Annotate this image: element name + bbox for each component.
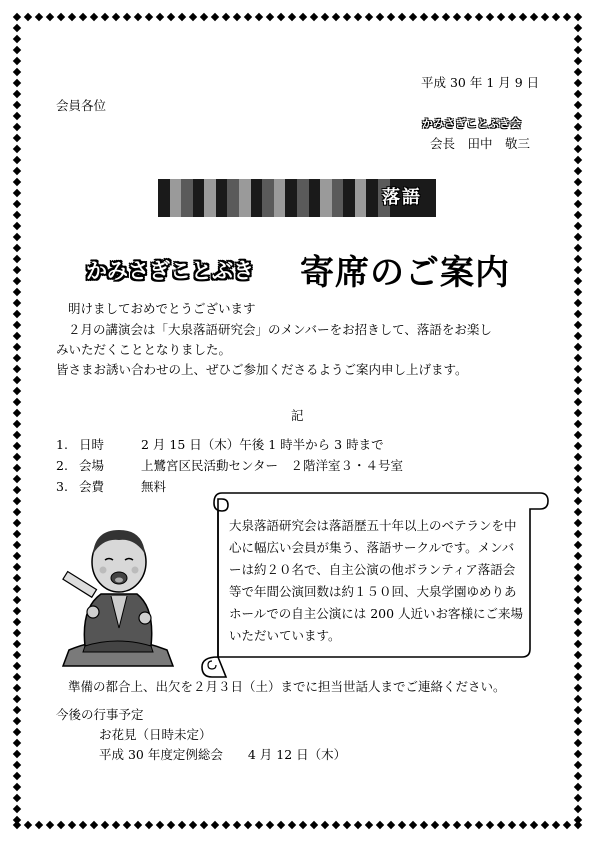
- border-diamond: [497, 13, 505, 21]
- banner-stripe: [297, 179, 309, 217]
- border-diamond: [365, 821, 373, 829]
- border-diamond: [13, 101, 21, 109]
- banner-stripe: [227, 179, 239, 217]
- border-diamond: [574, 244, 582, 252]
- border-diamond: [486, 821, 494, 829]
- border-diamond: [24, 821, 32, 829]
- border-diamond: [13, 299, 21, 307]
- border-diamond: [574, 497, 582, 505]
- border-diamond: [266, 821, 274, 829]
- banner-stripe: [181, 179, 193, 217]
- border-diamond: [13, 277, 21, 285]
- border-diamond: [222, 821, 230, 829]
- border-diamond: [574, 343, 582, 351]
- border-diamond: [13, 134, 21, 142]
- border-diamond: [574, 299, 582, 307]
- rakugo-performer-illustration: [55, 518, 180, 668]
- border-diamond: [13, 541, 21, 549]
- border-diamond: [310, 821, 318, 829]
- border-diamond: [332, 13, 340, 21]
- border-diamond: [13, 783, 21, 791]
- border-diamond: [574, 585, 582, 593]
- detail-label: 会費: [79, 479, 105, 494]
- intro-line-3: みいただくこととなりました。: [56, 342, 232, 357]
- border-diamond: [13, 321, 21, 329]
- border-diamond: [574, 134, 582, 142]
- border-diamond: [13, 431, 21, 439]
- border-diamond: [343, 13, 351, 21]
- border-diamond: [13, 684, 21, 692]
- border-diamond: [79, 821, 87, 829]
- border-diamond: [464, 13, 472, 21]
- banner-stripe: [170, 179, 182, 217]
- border-diamond: [13, 585, 21, 593]
- border-diamond: [398, 13, 406, 21]
- border-diamond: [123, 821, 131, 829]
- club-logo-text: かみさぎことぶき会: [422, 117, 521, 130]
- border-diamond: [574, 321, 582, 329]
- border-diamond: [508, 821, 516, 829]
- border-diamond: [90, 821, 98, 829]
- detail-value: 2 月 15 日（木）午後 1 時半から 3 時まで: [141, 437, 384, 452]
- border-diamond: [13, 728, 21, 736]
- border-diamond: [574, 816, 582, 824]
- border-diamond: [574, 629, 582, 637]
- border-diamond: [266, 13, 274, 21]
- border-diamond: [354, 821, 362, 829]
- border-diamond: [475, 13, 483, 21]
- border-diamond: [574, 508, 582, 516]
- border-diamond: [574, 409, 582, 417]
- border-diamond: [13, 57, 21, 65]
- border-diamond: [574, 519, 582, 527]
- banner-stripe: [343, 179, 355, 217]
- border-diamond: [24, 13, 32, 21]
- border-diamond: [13, 695, 21, 703]
- border-diamond: [431, 13, 439, 21]
- rakugo-badge: 落語: [382, 187, 422, 208]
- border-diamond: [574, 761, 582, 769]
- border-diamond: [574, 475, 582, 483]
- border-diamond: [13, 442, 21, 450]
- border-diamond: [475, 821, 483, 829]
- border-diamond: [574, 35, 582, 43]
- border-diamond: [574, 167, 582, 175]
- border-diamond: [574, 13, 582, 21]
- detail-label: 日時: [79, 437, 105, 452]
- border-diamond: [442, 13, 450, 21]
- border-diamond: [244, 13, 252, 21]
- border-diamond: [574, 57, 582, 65]
- border-diamond: [13, 222, 21, 230]
- border-diamond: [13, 24, 21, 32]
- border-diamond: [530, 821, 538, 829]
- border-diamond: [574, 607, 582, 615]
- border-diamond: [57, 13, 65, 21]
- border-diamond: [574, 79, 582, 87]
- border-diamond: [13, 574, 21, 582]
- border-diamond: [13, 552, 21, 560]
- banner-stripe: [216, 179, 228, 217]
- border-diamond: [13, 46, 21, 54]
- border-diamond: [453, 13, 461, 21]
- border-diamond: [13, 244, 21, 252]
- border-diamond: [574, 101, 582, 109]
- border-diamond: [574, 365, 582, 373]
- border-diamond: [145, 13, 153, 21]
- border-diamond: [321, 13, 329, 21]
- border-diamond: [13, 662, 21, 670]
- border-diamond: [398, 821, 406, 829]
- border-diamond: [189, 821, 197, 829]
- border-diamond: [13, 178, 21, 186]
- banner-stripe: [285, 179, 297, 217]
- border-diamond: [277, 13, 285, 21]
- border-diamond: [574, 277, 582, 285]
- border-diamond: [233, 13, 241, 21]
- border-diamond: [574, 310, 582, 318]
- border-diamond: [13, 519, 21, 527]
- border-diamond: [574, 552, 582, 560]
- border-diamond: [13, 200, 21, 208]
- border-diamond: [574, 640, 582, 648]
- border-diamond: [13, 497, 21, 505]
- border-diamond: [299, 13, 307, 21]
- border-diamond: [13, 156, 21, 164]
- intro-line-4: 皆さまお誘い合わせの上、ぜひご参加くださるようご案内申し上げます。: [56, 362, 468, 377]
- border-diamond: [13, 409, 21, 417]
- border-diamond: [552, 13, 560, 21]
- border-diamond: [222, 13, 230, 21]
- border-diamond: [35, 821, 43, 829]
- border-diamond: [574, 123, 582, 131]
- letter-date: 平成 30 年 1 月 9 日: [421, 75, 540, 90]
- border-diamond: [409, 821, 417, 829]
- border-diamond: [574, 739, 582, 747]
- border-diamond: [574, 255, 582, 263]
- border-diamond: [13, 189, 21, 197]
- border-diamond: [574, 706, 582, 714]
- border-diamond: [13, 563, 21, 571]
- banner-stripe: [204, 179, 216, 217]
- border-diamond: [13, 651, 21, 659]
- border-diamond: [574, 376, 582, 384]
- border-diamond: [574, 563, 582, 571]
- banner-stripe: [193, 179, 205, 217]
- border-diamond: [13, 343, 21, 351]
- border-diamond: [13, 13, 21, 21]
- border-diamond: [13, 35, 21, 43]
- border-diamond: [574, 46, 582, 54]
- border-diamond: [431, 821, 439, 829]
- page-title: 寄席のご案内: [300, 253, 510, 293]
- border-diamond: [574, 387, 582, 395]
- border-diamond: [574, 156, 582, 164]
- border-diamond: [13, 79, 21, 87]
- border-diamond: [277, 821, 285, 829]
- border-diamond: [13, 90, 21, 98]
- border-diamond: [343, 821, 351, 829]
- border-diamond: [574, 684, 582, 692]
- border-diamond: [13, 629, 21, 637]
- border-diamond: [541, 13, 549, 21]
- border-diamond: [486, 13, 494, 21]
- border-diamond: [255, 821, 263, 829]
- border-diamond: [574, 90, 582, 98]
- border-diamond: [365, 13, 373, 21]
- border-diamond: [574, 464, 582, 472]
- border-diamond: [376, 821, 384, 829]
- border-diamond: [574, 420, 582, 428]
- border-diamond: [167, 13, 175, 21]
- border-diamond: [13, 673, 21, 681]
- border-diamond: [13, 816, 21, 824]
- border-diamond: [530, 13, 538, 21]
- border-diamond: [552, 821, 560, 829]
- intro-line-1: 明けましておめでとうございます: [68, 301, 256, 316]
- border-diamond: [497, 821, 505, 829]
- border-diamond: [134, 13, 142, 21]
- border-diamond: [68, 13, 76, 21]
- border-diamond: [420, 13, 428, 21]
- detail-value: 上鷺宮区民活動センター ２階洋室３・４号室: [141, 458, 404, 473]
- border-diamond: [508, 13, 516, 21]
- border-diamond: [13, 486, 21, 494]
- border-diamond: [13, 255, 21, 263]
- border-diamond: [13, 805, 21, 813]
- border-diamond: [211, 821, 219, 829]
- detail-num: 2.: [56, 458, 68, 473]
- president-name: 会長 田中 敬三: [430, 136, 531, 151]
- border-diamond: [13, 453, 21, 461]
- banner-stripe: [309, 179, 321, 217]
- border-diamond: [574, 717, 582, 725]
- border-diamond: [13, 354, 21, 362]
- border-diamond: [79, 13, 87, 21]
- border-diamond: [574, 145, 582, 153]
- border-diamond: [574, 112, 582, 120]
- border-diamond: [13, 717, 21, 725]
- border-diamond: [13, 420, 21, 428]
- border-diamond: [13, 123, 21, 131]
- border-diamond: [387, 821, 395, 829]
- border-diamond: [13, 266, 21, 274]
- border-diamond: [321, 821, 329, 829]
- border-diamond: [574, 530, 582, 538]
- banner-stripe: [158, 179, 170, 217]
- banner-stripe: [332, 179, 344, 217]
- border-diamond: [101, 13, 109, 21]
- border-diamond: [541, 821, 549, 829]
- border-diamond: [13, 607, 21, 615]
- banner-stripe: [262, 179, 274, 217]
- intro-line-2: ２月の講演会は「大泉落語研究会」のメンバーをお招きして、落語をお楽し: [68, 322, 492, 337]
- border-diamond: [211, 13, 219, 21]
- border-diamond: [178, 821, 186, 829]
- border-diamond: [13, 376, 21, 384]
- border-diamond: [574, 189, 582, 197]
- border-diamond: [574, 596, 582, 604]
- border-diamond: [46, 821, 54, 829]
- border-diamond: [574, 266, 582, 274]
- banner-stripe: [251, 179, 263, 217]
- border-diamond: [574, 288, 582, 296]
- schedule-heading: 今後の行事予定: [56, 707, 144, 722]
- title-club-name: かみさぎことぶき: [86, 259, 254, 283]
- banner-stripe: [355, 179, 367, 217]
- border-diamond: [156, 13, 164, 21]
- border-diamond: [519, 821, 527, 829]
- border-diamond: [574, 24, 582, 32]
- border-diamond: [574, 332, 582, 340]
- border-diamond: [453, 821, 461, 829]
- border-diamond: [255, 13, 263, 21]
- border-diamond: [574, 233, 582, 241]
- border-diamond: [200, 821, 208, 829]
- border-diamond: [13, 761, 21, 769]
- border-diamond: [574, 398, 582, 406]
- border-diamond: [13, 68, 21, 76]
- border-diamond: [233, 821, 241, 829]
- border-diamond: [574, 662, 582, 670]
- border-diamond: [13, 596, 21, 604]
- border-diamond: [13, 398, 21, 406]
- border-diamond: [13, 464, 21, 472]
- border-diamond: [13, 310, 21, 318]
- border-diamond: [68, 821, 76, 829]
- border-diamond: [13, 475, 21, 483]
- border-diamond: [13, 387, 21, 395]
- border-diamond: [332, 821, 340, 829]
- border-diamond: [13, 288, 21, 296]
- banner-stripe: [274, 179, 286, 217]
- border-diamond: [13, 739, 21, 747]
- border-diamond: [200, 13, 208, 21]
- border-diamond: [310, 13, 318, 21]
- border-diamond: [13, 706, 21, 714]
- border-diamond: [13, 794, 21, 802]
- border-diamond: [13, 211, 21, 219]
- border-diamond: [13, 530, 21, 538]
- border-diamond: [101, 821, 109, 829]
- border-diamond: [178, 13, 186, 21]
- border-diamond: [519, 13, 527, 21]
- border-diamond: [574, 695, 582, 703]
- border-diamond: [288, 821, 296, 829]
- border-diamond: [123, 13, 131, 21]
- border-diamond: [574, 673, 582, 681]
- detail-num: 1.: [56, 437, 68, 452]
- border-diamond: [112, 821, 120, 829]
- border-diamond: [354, 13, 362, 21]
- border-diamond: [13, 772, 21, 780]
- border-diamond: [13, 365, 21, 373]
- border-diamond: [563, 821, 571, 829]
- border-diamond: [574, 354, 582, 362]
- border-diamond: [574, 222, 582, 230]
- recipient: 会員各位: [56, 98, 107, 113]
- border-diamond: [288, 13, 296, 21]
- border-diamond: [574, 211, 582, 219]
- border-diamond: [574, 750, 582, 758]
- border-diamond: [376, 13, 384, 21]
- border-diamond: [574, 178, 582, 186]
- border-diamond: [13, 750, 21, 758]
- border-diamond: [574, 431, 582, 439]
- border-diamond: [574, 541, 582, 549]
- schedule-item: お花見（日時未定）: [99, 727, 212, 742]
- border-diamond: [574, 618, 582, 626]
- border-diamond: [574, 68, 582, 76]
- border-diamond: [464, 821, 472, 829]
- border-diamond: [574, 442, 582, 450]
- border-diamond: [145, 821, 153, 829]
- border-diamond: [574, 486, 582, 494]
- detail-num: 3.: [56, 479, 68, 494]
- ki-heading: 記: [291, 408, 304, 423]
- border-diamond: [299, 821, 307, 829]
- border-diamond: [134, 821, 142, 829]
- banner-stripe: [320, 179, 332, 217]
- border-diamond: [13, 618, 21, 626]
- border-diamond: [13, 145, 21, 153]
- border-diamond: [35, 13, 43, 21]
- border-diamond: [574, 772, 582, 780]
- schedule-item: 平成 30 年度定例総会 4 月 12 日（木）: [99, 747, 347, 762]
- border-diamond: [409, 13, 417, 21]
- border-diamond: [167, 821, 175, 829]
- detail-label: 会場: [79, 458, 105, 473]
- border-diamond: [57, 821, 65, 829]
- border-diamond: [13, 332, 21, 340]
- border-diamond: [13, 508, 21, 516]
- scroll-description: 大泉落語研究会は落語歴五十年以上のベテランを中心に幅広い会員が集う、落語サークルです。メンバーは約２０名で、自主公演の他ボランティア落語会等で年間公演回数は約１５０回、大泉学園ゆめりあホールでの自主公演には 200 人近いお客様にご来場いただいています。: [229, 518, 524, 643]
- border-diamond: [574, 805, 582, 813]
- border-diamond: [574, 794, 582, 802]
- border-diamond: [574, 574, 582, 582]
- border-diamond: [156, 821, 164, 829]
- border-diamond: [574, 200, 582, 208]
- border-diamond: [13, 640, 21, 648]
- border-diamond: [574, 453, 582, 461]
- border-diamond: [574, 783, 582, 791]
- border-diamond: [244, 821, 252, 829]
- border-diamond: [574, 651, 582, 659]
- border-diamond: [189, 13, 197, 21]
- border-diamond: [46, 13, 54, 21]
- border-diamond: [420, 821, 428, 829]
- banner-stripe: [239, 179, 251, 217]
- border-diamond: [112, 13, 120, 21]
- border-diamond: [574, 728, 582, 736]
- border-diamond: [563, 13, 571, 21]
- border-diamond: [13, 112, 21, 120]
- border-diamond: [442, 821, 450, 829]
- border-diamond: [387, 13, 395, 21]
- rsvp-notice: 準備の都合上、出欠を２月３日（土）までに担当世話人までご連絡ください。: [68, 679, 506, 694]
- detail-value: 無料: [141, 479, 167, 494]
- border-diamond: [90, 13, 98, 21]
- border-diamond: [13, 167, 21, 175]
- border-diamond: [13, 233, 21, 241]
